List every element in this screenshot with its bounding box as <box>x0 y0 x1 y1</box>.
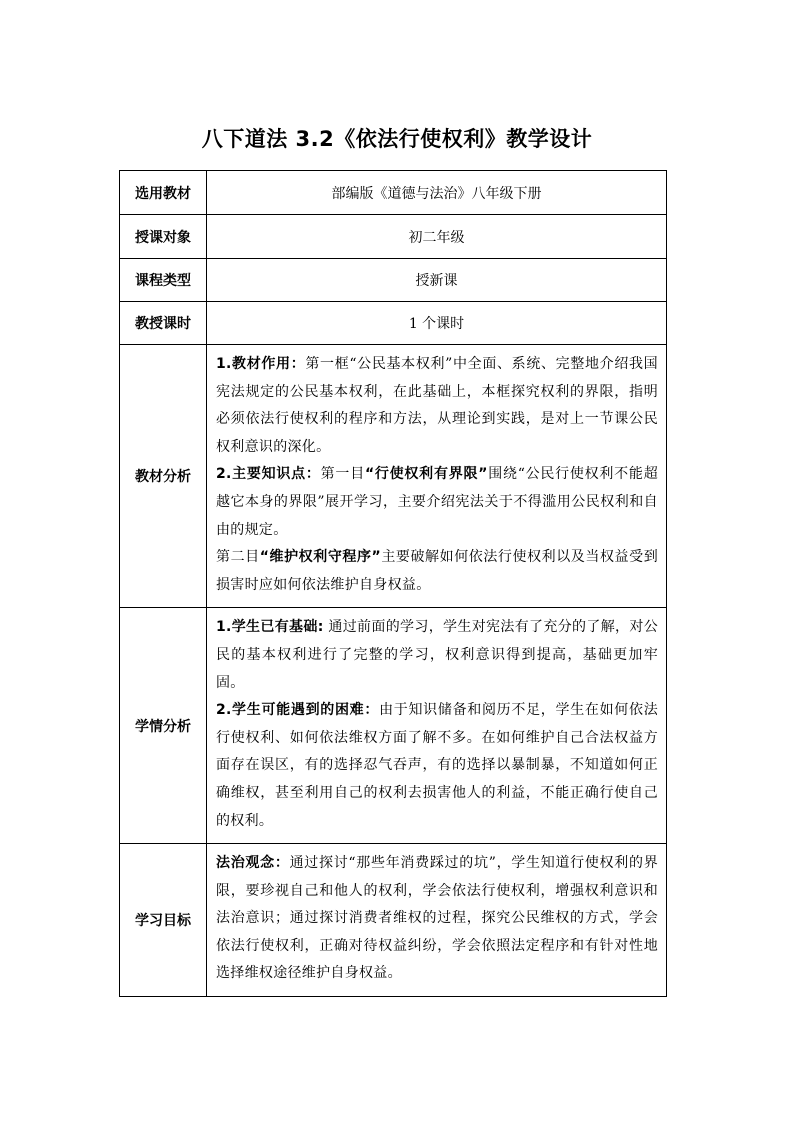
paragraph-text: 第一目 <box>320 466 365 483</box>
row-label-audience: 授课对象 <box>120 215 207 259</box>
students-paragraph-1 <box>216 614 658 697</box>
key-phrase: “维护权利守程序” <box>259 549 382 566</box>
paragraph-heading: 2.学生可能遇到的困难： <box>216 702 380 719</box>
goals-paragraph <box>216 850 658 988</box>
table-row <box>120 302 667 345</box>
table-row <box>120 844 667 997</box>
table-row <box>120 215 667 259</box>
paragraph-text: 第二目 <box>216 549 260 566</box>
row-label-analysis: 教材分析 <box>120 345 207 608</box>
row-value-hours: 1 个课时 <box>207 302 667 345</box>
students-paragraph-2 <box>216 697 658 835</box>
analysis-content <box>207 345 667 608</box>
row-label-hours: 教授课时 <box>120 302 207 345</box>
paragraph-heading: 法治观念： <box>216 855 290 872</box>
paragraph-text: 由于知识储备和阅历不足，学生在如何依法行使权利、如何依法维权方面了解不多。在如何维护自己合法权益方面存在误区，有的选择忍气吞声，有的选择以暴制暴，不知道如何正确维权，甚至利用自己的权利去损害他人的利益，不能正确行使自己的权利。 <box>216 702 658 829</box>
row-label-textbook: 选用教材 <box>120 171 207 215</box>
row-label-type: 课程类型 <box>120 259 207 302</box>
document-title: 八下道法 3.2《依法行使权利》教学设计 <box>201 127 593 151</box>
paragraph-text: 通过探讨“那些年消费踩过的坑”，学生知道行使权利的界限，要珍视自己和他人的权利，学会依法行使权利，增强权利意识和法治意识；通过探讨消费者维权的过程，探究公民维权的方式，学会依法行使权利，正确对待权益纠纷，学会依照法定程序和有针对性地选择维权途径维护自身权益。 <box>216 855 658 982</box>
key-phrase: “行使权利有界限” <box>364 466 488 483</box>
students-content <box>207 608 667 844</box>
analysis-paragraph-3 <box>216 544 658 599</box>
row-label-students: 学情分析 <box>120 608 207 844</box>
paragraph-heading: 1.学生已有基础: <box>216 619 324 636</box>
table-row <box>120 608 667 844</box>
paragraph-text: 通过前面的学习，学生对宪法有了充分的了解，对公民的基本权利进行了完整的学习，权利意识得到提高，基础更加牢固。 <box>216 619 658 691</box>
paragraph-text: 围绕“公民行使权利不能超越它本身的界限”展开学习，主要介绍宪法关于不得滥用公民权利和自由的规定。 <box>216 466 658 538</box>
row-value-textbook: 部编版《道德与法治》八年级下册 <box>207 171 667 215</box>
table-row <box>120 171 667 215</box>
goals-content <box>207 844 667 997</box>
lesson-plan-table <box>119 170 667 997</box>
analysis-paragraph-1 <box>216 351 658 461</box>
table-row <box>120 345 667 608</box>
paragraph-text: 第一框“公民基本权利”中全面、系统、完整地介绍我国宪法规定的公民基本权利，在此基础上，本框探究权利的界限，指明必须依法行使权利的程序和方法，从理论到实践，是对上一节课公民权利意识的深化。 <box>216 356 658 455</box>
paragraph-heading: 2.主要知识点： <box>216 466 321 483</box>
row-label-goals: 学习目标 <box>120 844 207 997</box>
paragraph-text: 主要破解如何依法行使权利以及当权益受到损害时应如何依法维护自身权益。 <box>216 549 658 593</box>
row-value-type: 授新课 <box>207 259 667 302</box>
paragraph-heading: 1.教材作用： <box>216 356 306 372</box>
table-row <box>120 259 667 302</box>
row-value-audience: 初二年级 <box>207 215 667 259</box>
analysis-paragraph-2 <box>216 461 658 544</box>
